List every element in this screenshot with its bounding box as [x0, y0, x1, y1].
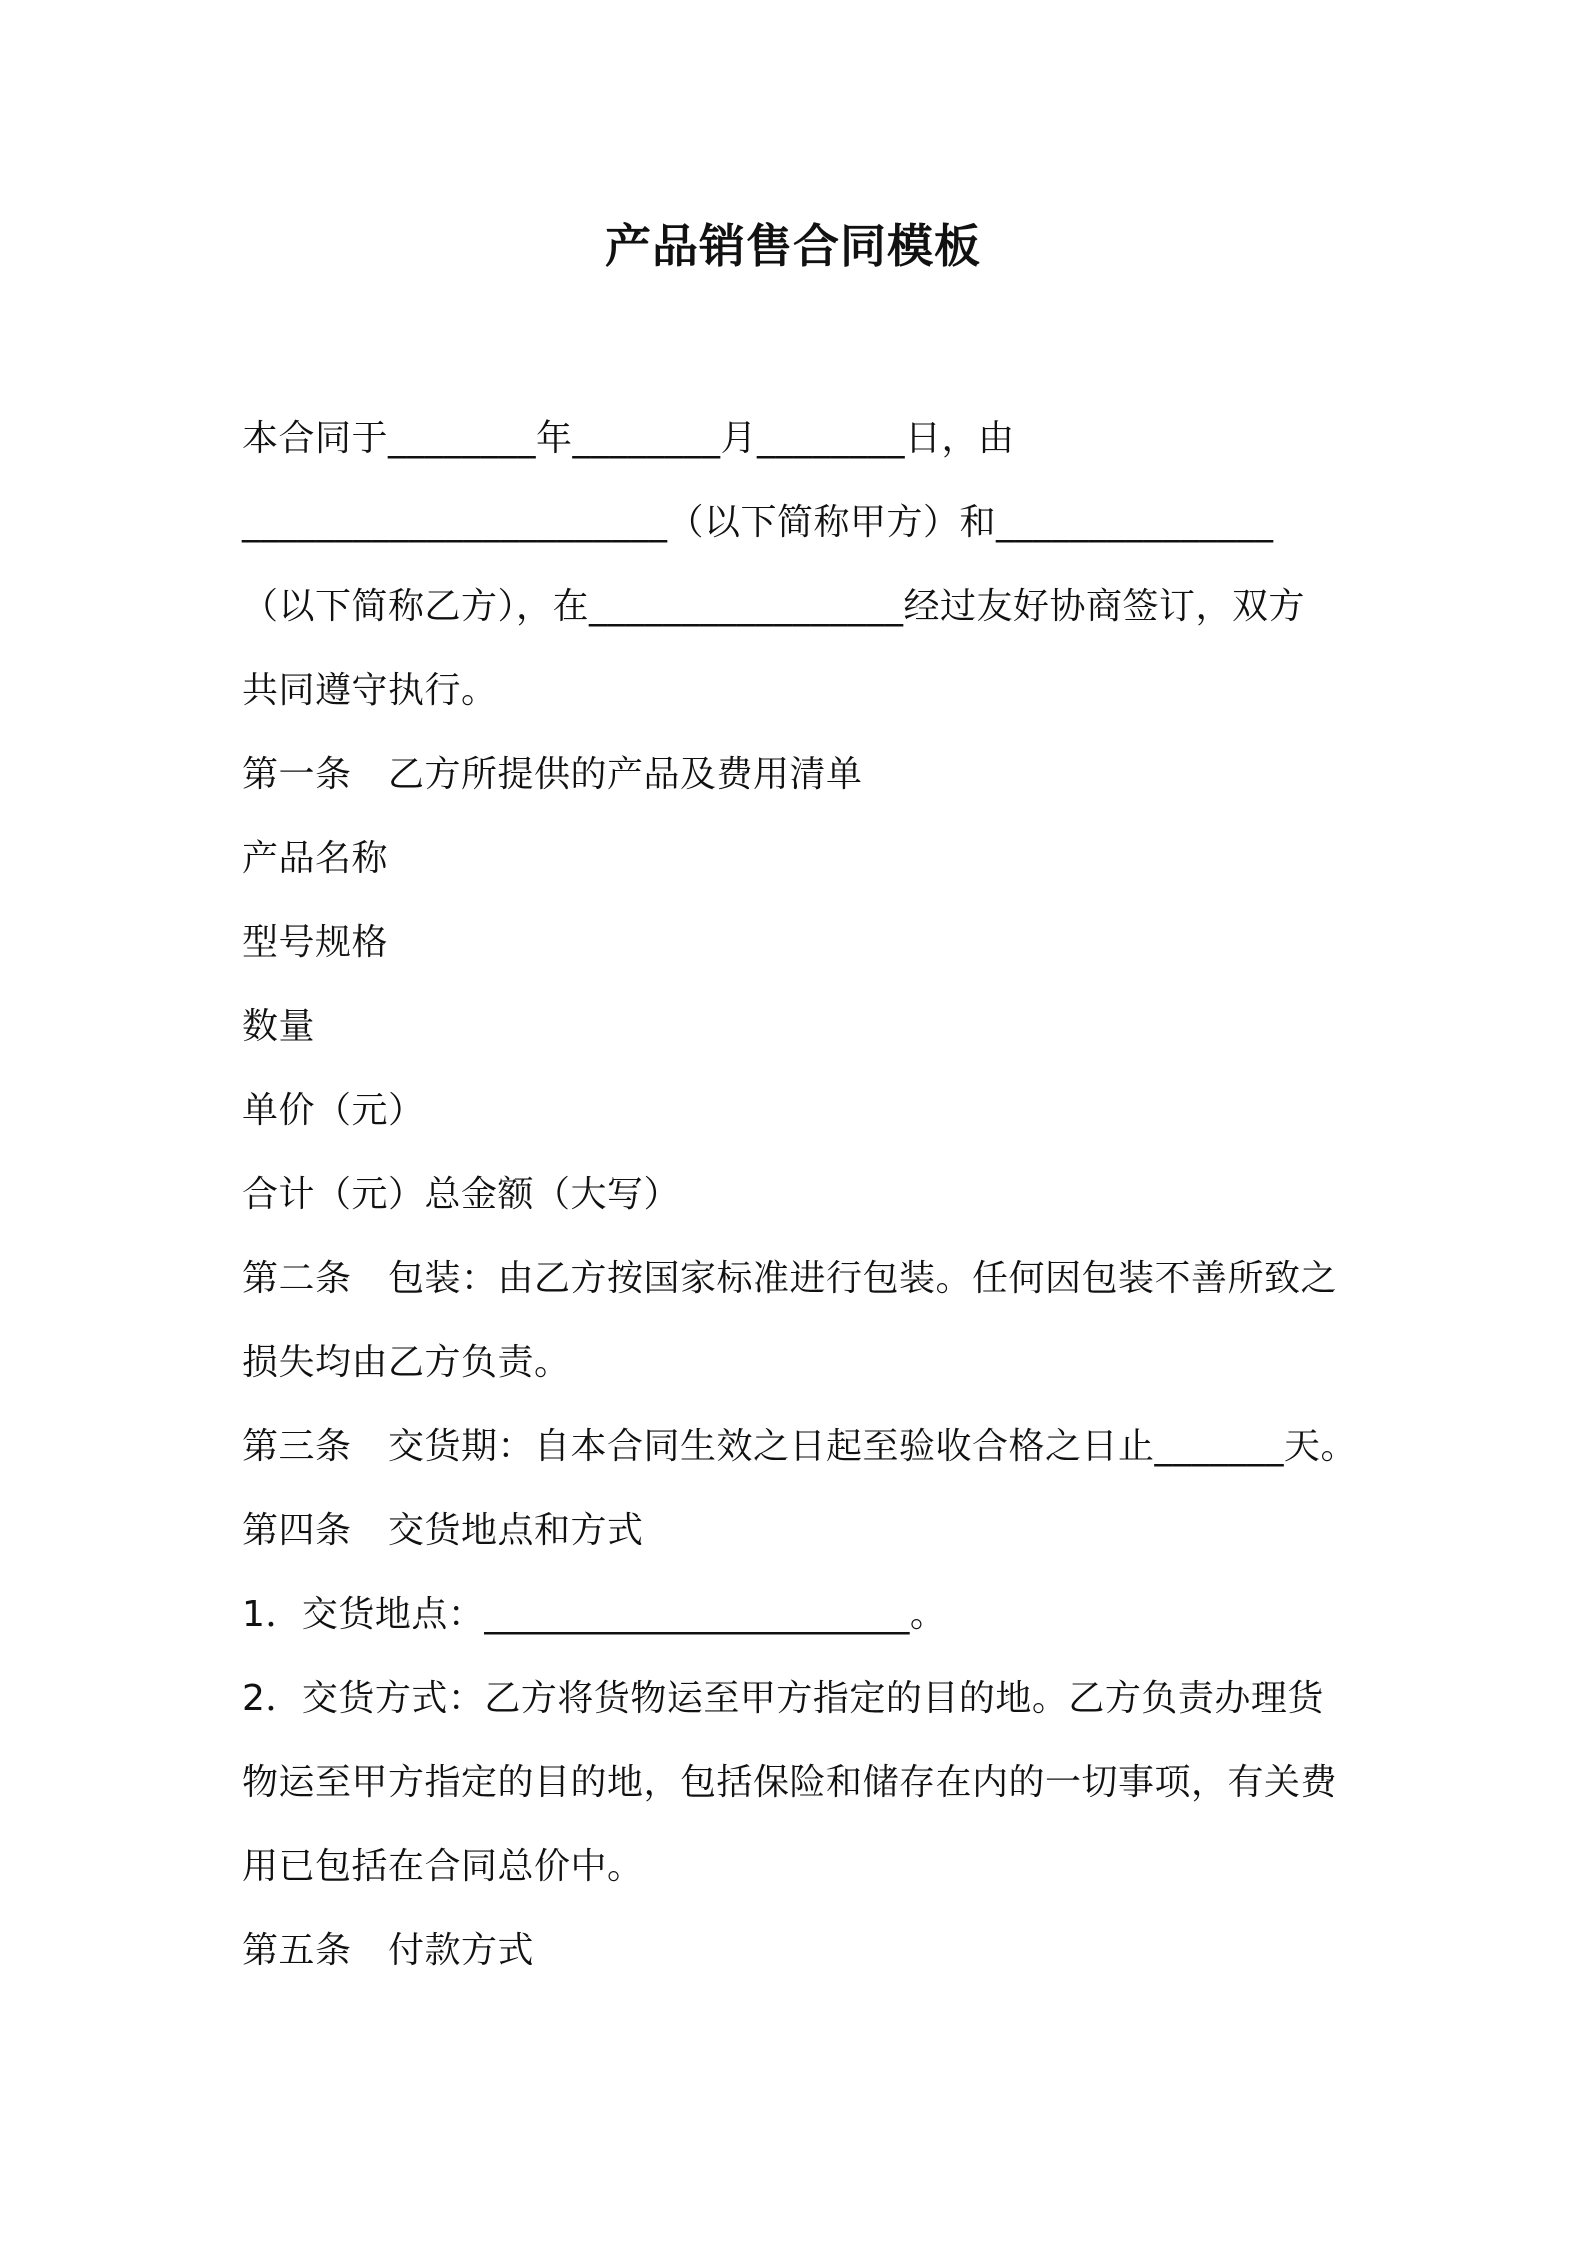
article-3-line: 第三条 交货期：自本合同生效之日起至验收合格之日止_______天。	[242, 1426, 1358, 1467]
quantity-label: 数量	[242, 1006, 316, 1047]
delivery-method-line-2: 物运至甲方指定的目的地，包括保险和储存在内的一切事项，有关费	[242, 1762, 1338, 1803]
agreement-line: 共同遵守执行。	[242, 670, 498, 711]
delivery-method-line-1: 2．交货方式：乙方将货物运至甲方指定的目的地。乙方负责办理货	[242, 1678, 1324, 1719]
product-name-label: 产品名称	[242, 838, 389, 879]
article-5-heading: 第五条 付款方式	[242, 1930, 535, 1971]
delivery-method-line-3: 用已包括在合同总价中。	[242, 1846, 644, 1887]
party-b-line: （以下简称乙方），在_________________经过友好协商签订，双方	[242, 586, 1306, 627]
party-a-line: _______________________（以下简称甲方）和_______________	[242, 502, 1274, 543]
article-2-line-1: 第二条 包装：由乙方按国家标准进行包装。任何因包装不善所致之	[242, 1258, 1338, 1299]
contract-date-line: 本合同于________年________月________日，由	[242, 418, 1015, 459]
article-1-heading: 第一条 乙方所提供的产品及费用清单	[242, 754, 863, 795]
total-amount-label: 合计（元）总金额（大写）	[242, 1174, 681, 1215]
delivery-location-line: 1．交货地点：_______________________。	[242, 1594, 947, 1635]
unit-price-label: 单价（元）	[242, 1090, 425, 1131]
model-spec-label: 型号规格	[242, 922, 389, 963]
article-4-heading: 第四条 交货地点和方式	[242, 1510, 644, 1551]
document-title: 产品销售合同模板	[605, 219, 981, 273]
article-2-line-2: 损失均由乙方负责。	[242, 1342, 571, 1383]
